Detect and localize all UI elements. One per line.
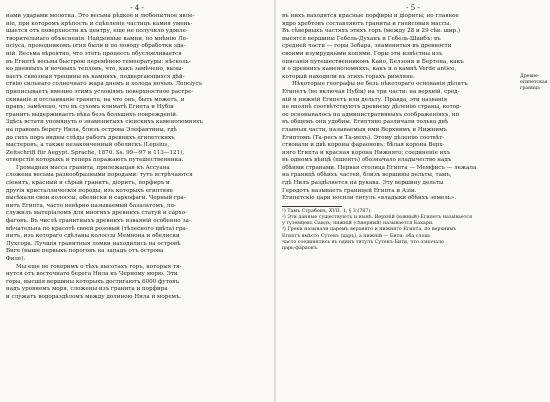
text-line: гдѣ Нилъ раздѣляется на рукава. Эту вершину дельты xyxy=(282,180,444,187)
text-line: въ общемъ они удобны. Египтяне различали только двѣ xyxy=(282,119,449,126)
text-line: Филе). xyxy=(6,256,26,262)
text-line: Въ сѣверныхъ частяхъ этихъ горъ (между 28 и 29 сѣв. шир.) xyxy=(282,28,461,35)
text-line: нитъ, изъ котораго сдѣланы колоссы Мемнона и обелиски xyxy=(6,233,180,240)
margin-note: Древне-египетская граница xyxy=(520,74,548,91)
text-line: надъ уровнемъ моря, сложены изъ гранита и порфира xyxy=(6,286,168,293)
text-line: няго Египта и красная корона Нижняго; соединеніе ихъ xyxy=(282,149,451,156)
text-line: описанія путешественниковъ Кайо, Белзони и Бертона, какъ xyxy=(282,58,464,65)
footnote-line: царь-фараонъ. xyxy=(282,246,319,252)
right-page-body xyxy=(282,13,516,203)
footnote-line: ²) Эти данные существуютъ и нынѣ. Верхній (южный) Египетъ называется xyxy=(282,215,473,221)
text-line: правъ; замѣчено, что въ сухомъ климатѣ Египта и Нубіи xyxy=(6,104,174,111)
text-line: обѣими странами. Первая столица Египта — Мемфисъ — лежала xyxy=(282,164,477,171)
text-line: въ нихъ находятся красные порфиры и діориты; но главное xyxy=(282,13,459,19)
book-gutter xyxy=(274,0,276,402)
footnote-line: ¹) Тамъ Страбонъ, XVII, 1, § 3 (787). xyxy=(282,208,372,214)
right-page xyxy=(282,4,548,400)
text-line: Биге (выше первыхъ пороговъ на западъ отъ острова xyxy=(6,248,164,255)
text-line: мастеровъ, а также незаконченный обелискъ (Lepsius, xyxy=(6,142,170,149)
text-line: ое основывалось на административныхъ соображеніяхъ, но xyxy=(282,111,459,118)
text-line: гранитъ выдерживаетъ вѣка безъ большихъ поврежденій. xyxy=(6,111,178,118)
text-line: шается отъ поверхности къ центру, еще не получило удовле- xyxy=(6,28,188,35)
page-number-right: - 5 - xyxy=(406,4,420,12)
footnote-rule xyxy=(282,206,342,207)
text-line: и о древнихъ каменоломняхъ, какъ и о камнѣ Verde antico, xyxy=(282,66,457,73)
text-line: сложена весьма разнообразными породами: тутъ встрѣчаются xyxy=(6,172,193,179)
text-line: ніе, при которомъ крѣпость и сцѣпленіе частицъ камня умень- xyxy=(6,20,193,27)
text-line: въ Египтѣ весьма быстрою перемѣною температуры: нѣсколь- xyxy=(6,58,191,65)
text-line: Геродотъ называетъ границей Египта и Азіи. xyxy=(282,187,417,194)
text-line: который находили въ этихъ горахъ римляне. xyxy=(282,73,415,80)
text-line: ній. Весьма вѣроятно, что этотъ процессъ обусловливается xyxy=(6,50,182,57)
text-line: нитъ Египта, часто невѣрно называемый базальтомъ, по- xyxy=(6,202,177,209)
text-line: средней части — горы Зебара, знаменитыя въ древности xyxy=(282,43,452,50)
text-line: Египетъ (не включая Нубіи) на три части: на верхній, сред- xyxy=(282,88,460,95)
text-line: Египтомъ (Та-ресъ и Та-мехъ). Этому дѣленію соотвѣт- xyxy=(282,134,445,141)
text-line: на границѣ обѣихъ частей, близъ вершины дельты, тамъ, xyxy=(282,172,452,179)
text-line: ствовали и двѣ короны фараоновъ: бѣлая корона Верх- xyxy=(282,142,445,149)
text-line: ко дневныхъ и ночныхъ тепловъ, что, какъ замѣчено, вызы- xyxy=(6,66,184,73)
text-line: приписываетъ именно этимъ условіямъ поверхностное растре- xyxy=(6,88,194,95)
footnote-line: у туземцевъ Саидъ; нижній (сѣверный) называется Бахари. xyxy=(282,221,434,227)
text-line: служилъ матеріаломъ для многихъ древнихъ статуй и сархо- xyxy=(6,210,187,217)
text-line: горы, высшія вершины которыхъ достигаютъ 6000 футовъ xyxy=(6,278,179,285)
text-line: ній и нижній Египетъ или дельту. Правда, эти названія xyxy=(282,96,448,103)
footnote-line: Египтъ вмѣсто Сутенъ (царь), а нижній — Бити; оба слова xyxy=(282,233,430,239)
text-line: до сихъ поръ видны слѣды работъ древнихъ египетскихъ xyxy=(6,134,175,141)
text-line: въ одномъ вѣнцѣ (пшентъ) обозначало владычество надъ xyxy=(282,157,452,164)
page-number-left: - 4 - xyxy=(130,4,144,12)
text-line: Zeitschrift für Aegypt. Sprache, 1870. Ss. 99—97 и 113—121), xyxy=(6,149,185,156)
text-line: Громадная масса гранита, прилежащая къ Ассуана xyxy=(16,164,170,171)
text-line: другія кристаллическія породы, изъ которыхъ египтяне xyxy=(6,187,174,194)
text-line: нами ударами молотка. Это весьма рѣдкое и любопытное явле- xyxy=(6,13,195,19)
text-line: Луксора. Лучшія гранитныя ломки находились на островѣ xyxy=(6,240,181,247)
text-line: высятся вершины Гебель-Духанъ и Гебель-Шаибъ; въ xyxy=(282,35,441,42)
text-line: главныя части, называемыя ими Верхнимъ и Нижнимъ xyxy=(282,126,447,133)
text-line: отверстія которыхъ и теперь поражаютъ путешественника. xyxy=(6,157,184,164)
text-line: скиваніе и отслаиваніе гранита, на что онъ, быть можетъ, и xyxy=(6,96,185,103)
text-line: Мы еще не говоримъ о тѣхъ высотахъ горъ, которыя тя- xyxy=(16,263,182,270)
footnote-line: ³) Греки называли царемъ верхняго и нижняго Египта, по верхнимъ xyxy=(282,227,457,233)
footnotes xyxy=(282,209,544,252)
text-line: и служатъ водораздѣломъ между долиною Нила и моремъ. xyxy=(6,293,182,300)
text-line: ядро хребтовъ составляютъ граниты и гнейсовыя массы. xyxy=(282,20,452,27)
text-line: мѣчательна по красотѣ своей розовый (тѣлесного цвѣта) гра- xyxy=(6,225,188,232)
left-page xyxy=(6,4,268,400)
text-line: ствію сильнаго солнечнаго жара днемъ и холода ночью. Лепсіусъ xyxy=(6,81,203,88)
text-line: нутся отъ восточнаго берега Нила къ Черному морю. Эти xyxy=(6,271,178,278)
text-line: своими изумрудными копями. Горы эти извѣстны изъ xyxy=(282,50,443,57)
text-line: Египетскіе цари носили титулъ «владыки обѣихъ земель». xyxy=(282,195,457,202)
text-line: на правомъ берегу Нила, близъ острова Элефантины, гдѣ xyxy=(6,126,178,133)
text-line: Нѣкоторые географы не безъ нѣкотораго основанія дѣлятъ xyxy=(292,81,468,88)
text-line: не вполнѣ соотвѣтствуютъ древнему дѣленію страны, котор- xyxy=(282,104,462,111)
text-line: творительнаго объясненія. Найденные камни, по мнѣнію Ле- xyxy=(6,35,188,42)
text-line: фаговъ. Въ числѣ гранитныхъ древнихъ изваяній особенно за- xyxy=(6,218,191,225)
left-page-body xyxy=(6,13,268,302)
text-line: псіуса, проводникомъ огня были и по поводу обработки зда- xyxy=(6,43,186,50)
text-line: ваетъ сквозныя трещины въ камняхъ, подвергающихся дѣй- xyxy=(6,73,185,80)
text-line: Здѣсь встати упомянуть о знаменитыхъ сіенскихъ каменоломняхъ xyxy=(6,119,203,126)
text-line: сіенитъ, красный и сѣрый гранитъ, діоритъ, порфиръ и xyxy=(6,180,170,187)
text-line: высѣкали свои колоссы, обелиски и саркофаги. Черный гра- xyxy=(6,195,186,202)
footnote-line: часто соединялись въ одинъ титулъ Сутенъ-Бити, что означало xyxy=(282,239,444,245)
